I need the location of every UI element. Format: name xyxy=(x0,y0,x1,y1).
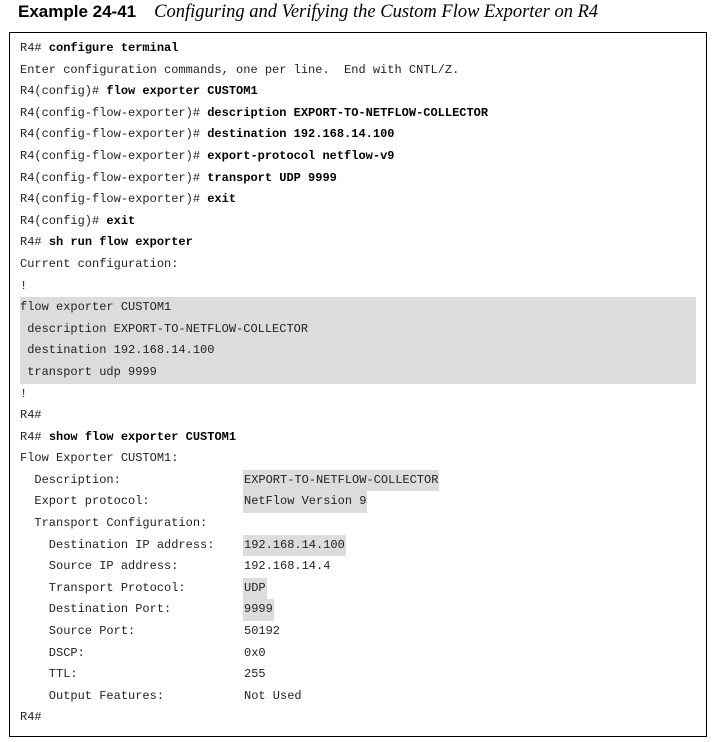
cli-line xyxy=(20,427,696,449)
detail-key: Transport Configuration: xyxy=(20,516,208,531)
detail-key: Source IP address: xyxy=(20,559,179,574)
detail-key: Transport Protocol: xyxy=(20,580,186,595)
detail-value: 255 xyxy=(244,667,266,682)
cli-prompt: R4(config-flow-exporter)# xyxy=(20,170,208,185)
detail-key: Source Port: xyxy=(20,624,136,639)
cli-command: description EXPORT-TO-NETFLOW-COLLECTOR xyxy=(207,105,489,120)
cli-prompt: R4# xyxy=(20,235,49,250)
detail-value: NetFlow Version 9 xyxy=(243,491,367,513)
exporter-detail-row xyxy=(20,513,696,535)
detail-value: 0x0 xyxy=(244,645,266,660)
cli-line xyxy=(20,103,696,125)
cli-prompt: R4(config-flow-exporter)# xyxy=(20,105,208,120)
cli-command: configure terminal xyxy=(48,41,179,55)
exporter-detail-row xyxy=(20,491,696,513)
cli-line xyxy=(20,232,696,254)
exporter-detail-row xyxy=(20,599,696,621)
detail-key: Description: xyxy=(20,472,121,487)
cli-command: export-protocol netflow-v9 xyxy=(207,148,395,163)
cli-prompt: R4# xyxy=(20,41,49,55)
cli-command: exit xyxy=(207,192,237,207)
cli-line xyxy=(20,211,696,233)
detail-key: TTL: xyxy=(20,667,78,682)
cli-command: exit xyxy=(106,213,136,228)
cli-command: show flow exporter CUSTOM1 xyxy=(48,429,237,444)
cli-prompt: R4(config)# xyxy=(20,213,107,228)
detail-key: DSCP: xyxy=(20,645,85,660)
detail-key: Destination IP address: xyxy=(20,537,215,552)
exporter-detail-row xyxy=(20,556,696,578)
cli-line: destination 192.168.14.100 xyxy=(20,340,696,362)
final-prompt: R4# xyxy=(20,710,42,725)
detail-value: 50192 xyxy=(244,624,281,639)
cli-prompt: R4# xyxy=(20,429,49,444)
detail-value: EXPORT-TO-NETFLOW-COLLECTOR xyxy=(243,470,439,492)
detail-value: UDP xyxy=(243,578,267,600)
cli-line xyxy=(20,124,696,146)
exporter-detail-row xyxy=(20,664,696,686)
example-caption xyxy=(18,0,598,28)
cli-line: ! xyxy=(20,386,28,401)
cli-line: description EXPORT-TO-NETFLOW-COLLECTOR xyxy=(20,319,696,341)
cli-line: Flow Exporter CUSTOM1: xyxy=(20,451,179,466)
exporter-detail-row xyxy=(20,535,696,557)
exporter-detail-row xyxy=(20,470,696,492)
cli-command: sh run flow exporter xyxy=(48,235,193,250)
cli-line xyxy=(20,146,696,168)
cli-line xyxy=(20,81,696,103)
cli-line xyxy=(20,38,696,60)
exporter-detail-row xyxy=(20,686,696,708)
exporter-detail-row xyxy=(20,621,696,643)
cli-output-box xyxy=(9,32,707,737)
cli-command: destination 192.168.14.100 xyxy=(207,127,395,142)
cli-line xyxy=(20,168,696,190)
cli-lines xyxy=(20,38,696,729)
cli-line: ! xyxy=(20,278,28,293)
cli-line: Current configuration: xyxy=(20,256,179,271)
cli-line: R4# xyxy=(20,408,42,423)
detail-value: 192.168.14.4 xyxy=(244,559,331,574)
cli-line: transport udp 9999 xyxy=(20,362,696,384)
exporter-detail-row xyxy=(20,643,696,665)
cli-line: Enter configuration commands, one per line. End with CNTL/Z. xyxy=(20,62,460,77)
cli-prompt: R4(config-flow-exporter)# xyxy=(20,148,208,163)
detail-key: Output Features: xyxy=(20,688,165,703)
detail-value: 9999 xyxy=(243,599,274,621)
detail-value: Not Used xyxy=(244,688,302,703)
cli-command: transport UDP 9999 xyxy=(207,170,337,185)
cli-command: flow exporter CUSTOM1 xyxy=(106,84,258,99)
cli-prompt: R4(config-flow-exporter)# xyxy=(20,192,208,207)
cli-prompt: R4(config-flow-exporter)# xyxy=(20,127,208,142)
detail-key: Destination Port: xyxy=(20,602,172,617)
exporter-detail-row xyxy=(20,578,696,600)
cli-line: flow exporter CUSTOM1 xyxy=(20,297,696,319)
example-number: Example 24-41 xyxy=(18,2,137,21)
cli-prompt: R4(config)# xyxy=(20,84,107,99)
example-title: Configuring and Verifying the Custom Flow Exporter on R4 xyxy=(154,2,599,22)
detail-key: Export protocol: xyxy=(20,494,150,509)
cli-line xyxy=(20,189,696,211)
detail-value: 192.168.14.100 xyxy=(243,535,346,557)
